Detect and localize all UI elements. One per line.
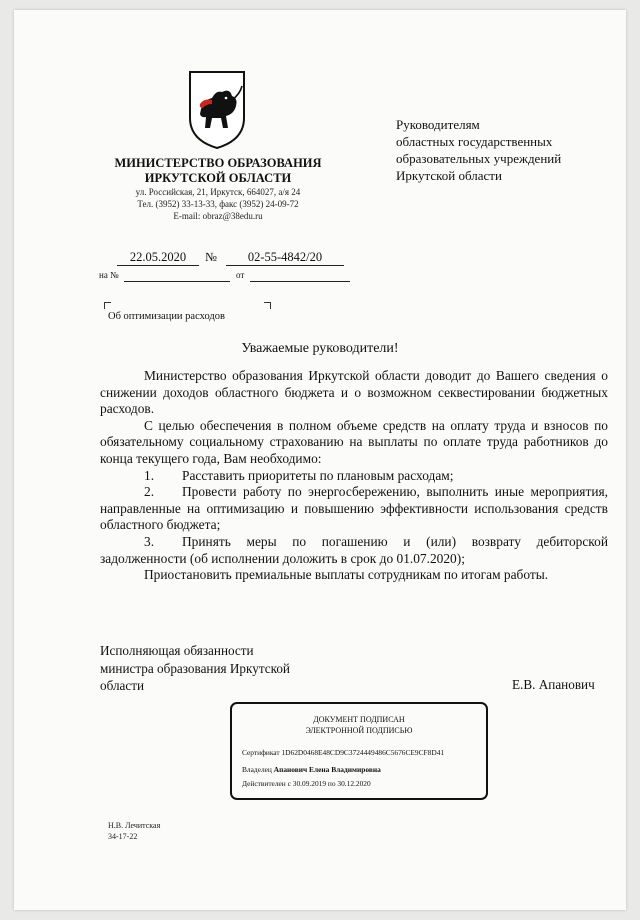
executor-name: Н.В. Лечитская <box>108 821 161 830</box>
stamp-validity-to: 30.12.2020 <box>337 779 371 788</box>
addressee-line4: Иркутской области <box>396 168 502 183</box>
stamp-validity-label: Действителен <box>242 779 286 788</box>
ministry-phone: Тел. (3952) 33-13-33, факс (3952) 24-09-72 <box>137 199 299 209</box>
stamp-validity-from-label: с <box>287 779 291 788</box>
list-item-3-number: 3. <box>144 533 155 549</box>
list-item-1-number: 1. <box>144 467 155 483</box>
signatory-position <box>100 642 380 695</box>
ministry-line2: ИРКУТСКОЙ ОБЛАСТИ <box>144 171 292 185</box>
stamp-title-line2: ЭЛЕКТРОННОЙ ПОДПИСЬЮ <box>305 726 413 735</box>
addressee-line3: образовательных учреждений <box>396 151 562 166</box>
registration-date: 22.05.2020 <box>117 250 199 266</box>
reference-date-label: от <box>236 270 245 280</box>
addressee-block <box>396 116 616 184</box>
registration-number: 02-55-4842/20 <box>226 250 344 266</box>
stamp-owner-value: Апанович Елена Владимировна <box>273 765 381 774</box>
stamp-title <box>232 714 486 736</box>
letter-body <box>100 368 608 584</box>
signatory-position-line1: Исполняющая обязанности <box>100 643 254 658</box>
stamp-owner-label: Владелец <box>242 765 272 774</box>
stamp-title-line1: ДОКУМЕНТ ПОДПИСАН <box>313 715 405 724</box>
signatory-position-line2: министра образования Иркутской <box>100 660 290 676</box>
ministry-address: ул. Российская, 21, Иркутск, 664027, а/я 24 <box>135 187 301 197</box>
stamp-validity-from: 30.09.2019 <box>292 779 327 788</box>
reference-date-line <box>250 281 350 282</box>
signatory-name: Е.В. Апанович <box>512 677 595 692</box>
body-paragraph-3: Приостановить премиальные выплаты сотрудникам по итогам работы. <box>144 567 549 583</box>
list-item-2-number: 2. <box>144 484 155 500</box>
executor-info <box>108 820 160 842</box>
list-item-2-text: Провести работу по энергосбережению, выполнить иные мероприятия, направленные на оптимизацию и повышению эффективности использования средств областного бюджета; <box>100 484 608 533</box>
irkutsk-emblem-icon <box>186 70 248 150</box>
list-item-3-text: Принять меры по погашению и (или) возврату дебиторской задолженности (об исполнении доложить в срок до 01.07.2020); <box>100 533 608 566</box>
reference-number-label: на № <box>99 270 119 280</box>
letter-page <box>14 10 626 910</box>
reference-number-line <box>124 281 230 282</box>
addressee-line2: областных государственных <box>396 134 553 149</box>
body-paragraph-2: С целью обеспечения в полном объеме средств на оплату труда и взносов по обязательному социальному страхованию на выплаты по оплате труда работников до конца текущего года, Вам необходимо: <box>100 417 608 466</box>
list-item-3 <box>100 534 608 567</box>
registration-number-label: № <box>205 250 217 264</box>
executor-phone: 34-17-22 <box>108 832 138 841</box>
ministry-name <box>100 156 336 186</box>
signatory-position-line3: области <box>100 678 145 693</box>
ministry-email: E-mail: obraz@38edu.ru <box>173 211 263 221</box>
ministry-contacts <box>100 186 336 222</box>
stamp-owner <box>242 765 381 774</box>
body-paragraph-1: Министерство образования Иркутской области доводит до Вашего сведения о снижении доходов областного бюджета и о возможном секвестировании бюджетных расходов. <box>100 368 608 417</box>
stamp-certificate-label: Сертификат <box>242 748 280 757</box>
stamp-validity-to-label: по <box>327 779 336 788</box>
subject-bracket-right <box>264 302 271 309</box>
addressee-line1: Руководителям <box>396 117 480 132</box>
stamp-certificate-value: 1D62D0468E48CD9C3724449486C5676CE9CF8D41 <box>281 748 445 757</box>
list-item-1 <box>100 468 608 485</box>
salutation: Уважаемые руководители! <box>241 341 399 356</box>
stamp-validity <box>242 779 371 788</box>
stamp-certificate <box>242 748 444 757</box>
ministry-line1: МИНИСТЕРСТВО ОБРАЗОВАНИЯ <box>114 156 322 170</box>
list-item-1-text: Расставить приоритеты по плановым расходам; <box>182 467 454 483</box>
electronic-signature-stamp <box>230 702 488 800</box>
subject-bracket-left <box>104 302 111 309</box>
letter-subject: Об оптимизации расходов <box>108 311 225 322</box>
list-item-2 <box>100 484 608 534</box>
